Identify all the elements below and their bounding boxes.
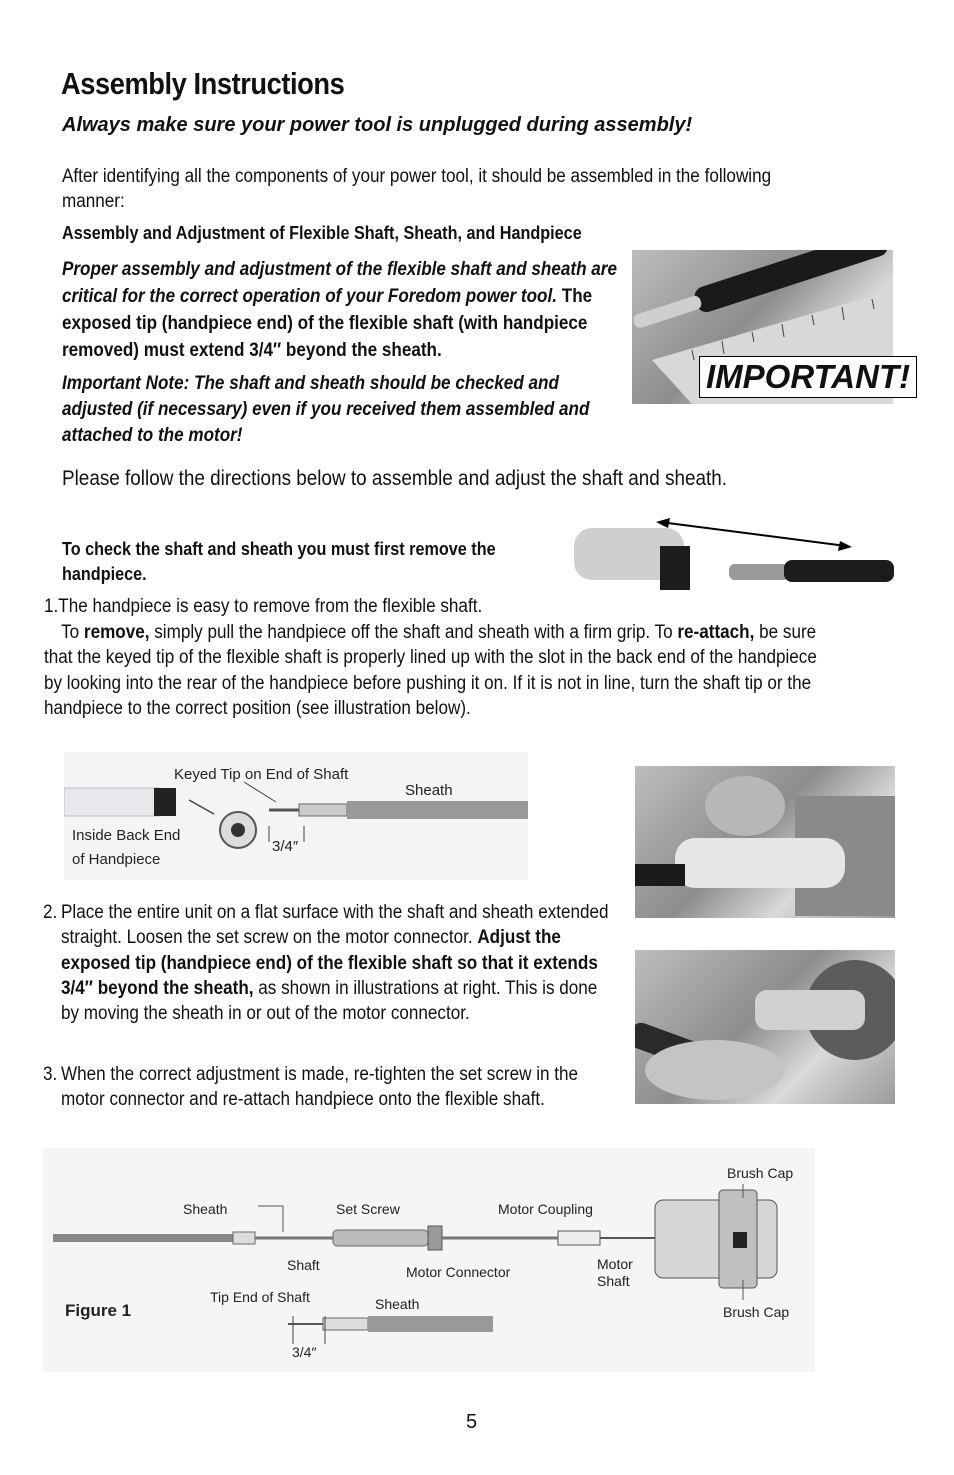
- warning-subtitle: Always make sure your power tool is unplugged during assembly!: [62, 114, 693, 136]
- set-screw-label: Set Screw: [336, 1201, 400, 1217]
- fig-sheath-label: Sheath: [183, 1201, 228, 1217]
- handpiece-removal-illustration: [574, 506, 899, 604]
- follow-directions: Please follow the directions below to assemble and adjust the shaft and sheath.: [62, 467, 728, 490]
- figure-1-illustration: [43, 1148, 815, 1372]
- adjustment-paragraph: [62, 256, 620, 364]
- motor-label: Motor: [597, 1256, 633, 1272]
- step-1-remove: remove,: [83, 621, 150, 643]
- step-2-text1: Place the entire unit on a flat surface with the shaft and sheath extended straight. Loosen the set screw on the motor connector.: [61, 902, 609, 949]
- intro-paragraph: After identifying all the components of your power tool, it should be assembled in the following manner:: [62, 166, 772, 212]
- step-1-line1: The handpiece is easy to remove from the flexible shaft.: [58, 596, 483, 617]
- measure-label: 3/4″: [272, 838, 299, 855]
- adjustment-italic: Proper assembly and adjustment of the flexible shaft and sheath are critical for the correct operation of your Foredom power tool.: [62, 259, 617, 307]
- keyed-tip-diagram: [64, 752, 528, 880]
- step-2-number: 2.: [43, 902, 58, 923]
- ruler-photo: [632, 250, 911, 404]
- step-1-to: To: [61, 621, 84, 643]
- of-handpiece-label: of Handpiece: [72, 851, 161, 868]
- adjustment-bold: The exposed tip (handpiece end) of the flexible shaft (with handpiece removed) must extend 3/4″ beyond the sheath.: [62, 286, 593, 361]
- step-3: [43, 1062, 619, 1113]
- step-1-reattach: re-attach,: [677, 621, 755, 643]
- adjust-photo-1-illustration: [635, 766, 895, 918]
- step-1: [44, 594, 836, 722]
- handpiece-removal-photo: [574, 506, 899, 604]
- figure-1: [43, 1148, 815, 1372]
- section-heading: Assembly and Adjustment of Flexible Shaft, Sheath, and Handpiece: [62, 223, 582, 243]
- brush-cap-bottom-label: Brush Cap: [723, 1304, 790, 1320]
- keyed-tip-label: Keyed Tip on End of Shaft: [174, 766, 349, 783]
- inside-back-label: Inside Back End: [72, 827, 181, 844]
- check-heading: To check the shaft and sheath you must first remove the handpiece.: [62, 539, 496, 584]
- figure-label: Figure 1: [65, 1301, 132, 1320]
- tip-end-label: Tip End of Shaft: [210, 1289, 310, 1305]
- page-number: 5: [466, 1411, 478, 1433]
- shaft-label: Shaft: [287, 1257, 320, 1273]
- step-2: [43, 900, 619, 1026]
- motor-shaft-label: Shaft: [597, 1273, 630, 1289]
- motor-connector-label: Motor Connector: [406, 1264, 511, 1280]
- page-title: Assembly Instructions: [61, 66, 345, 101]
- step-1-mid: simply pull the handpiece off the shaft and sheath with a firm grip. To: [149, 621, 678, 643]
- step-2-text2: as shown in illustrations at right. This is done by moving the sheath in or out of the motor connector.: [61, 977, 598, 1025]
- sheath-label: Sheath: [405, 782, 453, 799]
- step-2-bold: Adjust the exposed tip (handpiece end) of the flexible shaft so that it extends 3/4″ beyond the sheath,: [61, 927, 598, 999]
- adjust-photo-1: [635, 766, 895, 918]
- adjust-photo-2: [635, 950, 895, 1104]
- brush-cap-top-label: Brush Cap: [727, 1165, 794, 1181]
- fig-measure-label: 3/4″: [292, 1344, 317, 1360]
- step-1-number: 1.: [44, 596, 59, 617]
- important-note: Important Note: The shaft and sheath should be checked and adjusted (if necessary) even if you received them assembled and attached to the motor!: [62, 373, 590, 446]
- motor-coupling-label: Motor Coupling: [498, 1201, 593, 1217]
- adjust-photo-2-illustration: [635, 950, 895, 1104]
- step-1-rest: be sure that the keyed tip of the flexible shaft is properly lined up with the slot in the back end of the handpiece by looking into the rear of the handpiece before pushing it on. If it is not in line, turn the shaft tip or the handpiece to the correct position (see illustration below).: [44, 621, 817, 719]
- step-3-number: 3.: [43, 1064, 58, 1085]
- important-badge: IMPORTANT!: [699, 356, 917, 398]
- fig-sheath2-label: Sheath: [375, 1296, 420, 1312]
- step-3-text: When the correct adjustment is made, re-tighten the set screw in the motor connector and re-attach handpiece onto the flexible shaft.: [61, 1064, 579, 1111]
